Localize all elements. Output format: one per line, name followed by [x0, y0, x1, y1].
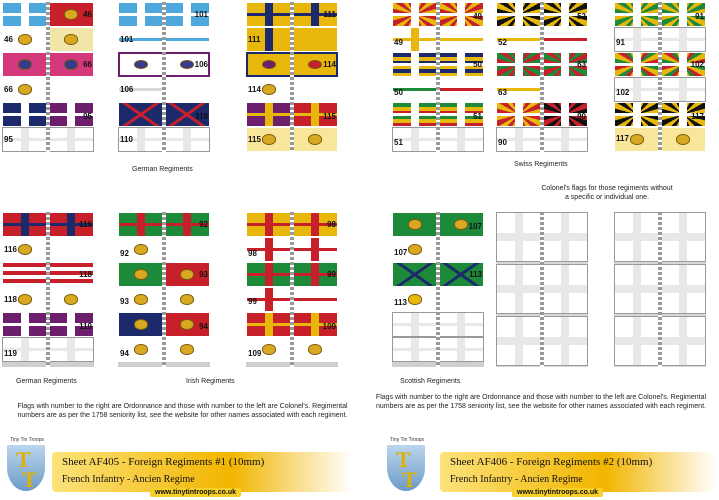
flag-106-colonel-reverse [164, 77, 210, 102]
flag-block-irish-98 [246, 212, 338, 367]
website-link[interactable]: www.tinytintroops.co.uk [512, 488, 603, 497]
flag-pole [436, 2, 440, 152]
flag-107-ordonnance [392, 212, 438, 237]
sheet-note: Flags with number to the right are Ordonnance and those with number to the left are Colonel's. Regimental numbers are as per the 1758 seniority list, see the website for other names associated with each regiment. [375, 394, 707, 410]
regiment-number: 98 [327, 220, 336, 229]
flag-block-german-116 [2, 212, 94, 367]
flag-93-ordonnance [118, 262, 164, 287]
regiment-number: 92 [199, 220, 208, 229]
regiment-number: 66 [83, 60, 92, 69]
flag-91-colonel-reverse [660, 27, 706, 52]
regiment-number: 109 [248, 349, 262, 358]
flag-113-colonel-reverse [438, 287, 484, 312]
regiment-number: 114 [248, 85, 261, 94]
flag-46-ordonnance [2, 2, 48, 27]
regiment-number: 107 [468, 222, 482, 231]
flag-block-german-101 [118, 2, 210, 152]
flag-118-colonel-reverse [48, 287, 94, 312]
regiment-number: 99 [248, 297, 257, 306]
flag-90-ordonnance [496, 102, 542, 127]
caption-scottish-regiments: Scottish Regiments [400, 378, 461, 385]
logo-t-icon: T [16, 447, 31, 472]
regiment-number: 90 [498, 138, 507, 147]
logo-t-icon: T [402, 467, 417, 492]
regiment-number: 52 [577, 12, 586, 21]
regiment-number: 46 [83, 10, 92, 19]
flag-blank [496, 264, 542, 314]
flag-block-irish-92 [118, 212, 210, 367]
flag-blank [542, 212, 588, 262]
flag-95-ordonnance [2, 102, 48, 127]
flag-116-colonel-reverse [48, 237, 94, 262]
flag-block-scottish-107 [392, 212, 484, 367]
regiment-number: 110 [195, 112, 208, 121]
caption-irish-regiments: Irish Regiments [186, 378, 235, 385]
flag-pole [162, 212, 166, 367]
flag-98-colonel-reverse [292, 237, 338, 262]
flag-66-ordonnance [2, 52, 48, 77]
regiment-number: 110 [120, 135, 133, 144]
flag-pole [436, 212, 440, 367]
regiment-number: 51 [473, 112, 482, 121]
flag-110-ordonnance [118, 102, 164, 127]
logo-t-icon: T [22, 467, 37, 492]
regiment-number: 116 [79, 220, 92, 229]
regiment-number: 49 [473, 12, 482, 21]
regiment-number: 91 [616, 38, 625, 47]
flag-102-ordonnance [614, 52, 660, 77]
tiny-tin-troops-logo [382, 437, 432, 497]
flag-blank [660, 212, 706, 262]
flag-94-colonel-reverse [164, 337, 210, 362]
regiment-number: 113 [394, 298, 407, 307]
regiment-number: 115 [248, 135, 261, 144]
sheet-af406 [360, 0, 719, 500]
flag-block-swiss-49 [392, 2, 484, 152]
title-banner [52, 452, 352, 492]
regiment-number: 118 [79, 270, 92, 279]
regiment-number: 90 [577, 112, 586, 121]
flag-blank [542, 316, 588, 366]
flag-90-colonel-reverse [542, 127, 588, 152]
regiment-number: 50 [394, 88, 403, 97]
regiment-number: 99 [327, 270, 336, 279]
flag-blank [614, 264, 660, 314]
regiment-number: 102 [690, 60, 704, 69]
flag-94-ordonnance [118, 312, 164, 337]
flag-63-ordonnance [496, 52, 542, 77]
flag-49-ordonnance [392, 2, 438, 27]
regiment-number: 119 [4, 349, 17, 358]
tiny-tin-troops-logo [2, 437, 52, 497]
logo-title: Tiny Tin Troops [10, 437, 44, 443]
flag-92-colonel-reverse [164, 237, 210, 262]
regiment-number: 50 [473, 60, 482, 69]
flag-block-swiss-52 [496, 2, 588, 152]
flag-106-ordonnance [118, 52, 164, 77]
flag-101-colonel-reverse [164, 27, 210, 52]
flag-pole [658, 2, 662, 152]
logo-t-icon: T [396, 447, 411, 472]
flag-pole [46, 212, 50, 367]
regiment-number: 52 [498, 38, 507, 47]
flag-block-colonel-generic [614, 212, 706, 367]
flag-pole [658, 212, 662, 367]
regiment-number: 118 [4, 295, 17, 304]
regiment-number: 116 [4, 245, 17, 254]
sheet-af405 [0, 0, 359, 500]
flag-50-colonel-reverse [438, 77, 484, 102]
flag-blank [438, 312, 484, 337]
regiment-number: 66 [4, 85, 13, 94]
flag-109-colonel-reverse [292, 337, 338, 362]
flag-pole [540, 2, 544, 152]
flag-pole [290, 212, 294, 367]
regiment-number: 115 [323, 112, 336, 121]
flag-99-ordonnance [246, 262, 292, 287]
regiment-number: 91 [695, 12, 704, 21]
regiment-number: 114 [323, 60, 336, 69]
regiment-number: 93 [120, 297, 129, 306]
flag-blank [496, 212, 542, 262]
flag-101-ordonnance [118, 2, 164, 27]
flag-pole [162, 2, 166, 152]
flag-110-colonel-reverse [164, 127, 210, 152]
flag-blank [392, 312, 438, 337]
flag-117-ordonnance [614, 102, 660, 127]
flag-pole [540, 212, 544, 367]
sheet-subtitle: French Infantry - Ancien Regime [450, 474, 583, 485]
flag-block-swiss-91 [614, 2, 706, 152]
regiment-number: 109 [322, 322, 336, 331]
regiment-number: 93 [199, 270, 208, 279]
flag-52-colonel-reverse [542, 27, 588, 52]
flag-blank [660, 264, 706, 314]
flag-blank [542, 264, 588, 314]
flag-blank [614, 316, 660, 366]
flag-111-ordonnance [246, 2, 292, 27]
regiment-number: 119 [79, 322, 92, 331]
regiment-number: 117 [616, 134, 629, 143]
flag-118-ordonnance [2, 262, 48, 287]
flag-51-colonel-reverse [438, 127, 484, 152]
flag-119-ordonnance [2, 312, 48, 337]
flag-114-ordonnance [246, 52, 292, 77]
flag-pole [290, 2, 294, 152]
regiment-number: 111 [323, 10, 336, 19]
caption-german-regiments: German Regiments [16, 378, 77, 385]
flag-46-colonel-reverse [48, 27, 94, 52]
caption-colonel-flags: Colonel's flags for those regiments without a specific or individual one. [541, 185, 673, 201]
flag-109-ordonnance [246, 312, 292, 337]
regiment-number: 106 [194, 60, 208, 69]
regiment-number: 102 [616, 88, 630, 97]
caption-swiss-regiments: Swiss Regiments [514, 161, 568, 168]
sheet-title: Sheet AF406 - Foreign Regiments #2 (10mm) [450, 456, 653, 468]
flag-blank [392, 337, 438, 362]
sheet-title: Sheet AF405 - Foreign Regiments #1 (10mm) [62, 456, 265, 468]
regiment-number: 95 [4, 135, 13, 144]
flag-50-ordonnance [392, 52, 438, 77]
flag-107-colonel-reverse [438, 237, 484, 262]
flag-115-colonel-reverse [292, 127, 338, 152]
flag-117-colonel-reverse [660, 127, 706, 152]
flag-block-german-111 [246, 2, 338, 152]
flag-99-colonel-reverse [292, 287, 338, 312]
regiment-number: 51 [394, 138, 403, 147]
regiment-number: 94 [120, 349, 129, 358]
flag-block-german-46 [2, 2, 94, 152]
regiment-number: 107 [394, 248, 408, 257]
regiment-number: 63 [498, 88, 507, 97]
flag-blank [438, 337, 484, 362]
logo-title: Tiny Tin Troops [390, 437, 424, 443]
regiment-number: 101 [194, 10, 208, 19]
flag-52-ordonnance [496, 2, 542, 27]
flag-92-ordonnance [118, 212, 164, 237]
regiment-number: 49 [394, 38, 403, 47]
flag-98-ordonnance [246, 212, 292, 237]
regiment-number: 111 [248, 35, 261, 44]
sheet-subtitle: French Infantry - Ancien Regime [62, 474, 195, 485]
regiment-number: 106 [120, 85, 134, 94]
regiment-number: 95 [83, 112, 92, 121]
flag-111-colonel-reverse [292, 27, 338, 52]
website-link[interactable]: www.tinytintroops.co.uk [150, 488, 241, 497]
flag-pole [46, 2, 50, 152]
regiment-number: 46 [4, 35, 13, 44]
sheet-note: Flags with number to the right are Ordonnance and those with number to the left are Colonel's. Regimental numbers are as per the 1758 seniority list, see the website for other names associated with each regiment. [17, 403, 348, 419]
flag-115-ordonnance [246, 102, 292, 127]
flag-91-ordonnance [614, 2, 660, 27]
flag-51-ordonnance [392, 102, 438, 127]
flag-49-colonel-reverse [438, 27, 484, 52]
flag-95-colonel-reverse [48, 127, 94, 152]
regiment-number: 101 [120, 35, 134, 44]
flag-93-colonel-reverse [164, 287, 210, 312]
regiment-number: 94 [199, 322, 208, 331]
flag-63-colonel-reverse [542, 77, 588, 102]
flag-116-ordonnance [2, 212, 48, 237]
flag-119-colonel-reverse [48, 337, 94, 362]
regiment-number: 92 [120, 249, 129, 258]
flag-66-colonel-reverse [48, 77, 94, 102]
regiment-number: 98 [248, 249, 257, 258]
flag-113-ordonnance [392, 262, 438, 287]
regiment-number: 117 [691, 112, 704, 121]
title-banner [440, 452, 716, 492]
flag-block-colonel-generic [496, 212, 588, 367]
flag-blank [614, 212, 660, 262]
flag-114-colonel-reverse [292, 77, 338, 102]
regiment-number: 63 [577, 60, 586, 69]
regiment-number: 113 [469, 270, 482, 279]
flag-blank [660, 316, 706, 366]
caption-german-regiments: German Regiments [132, 166, 193, 173]
flag-102-colonel-reverse [660, 77, 706, 102]
flag-blank [496, 316, 542, 366]
